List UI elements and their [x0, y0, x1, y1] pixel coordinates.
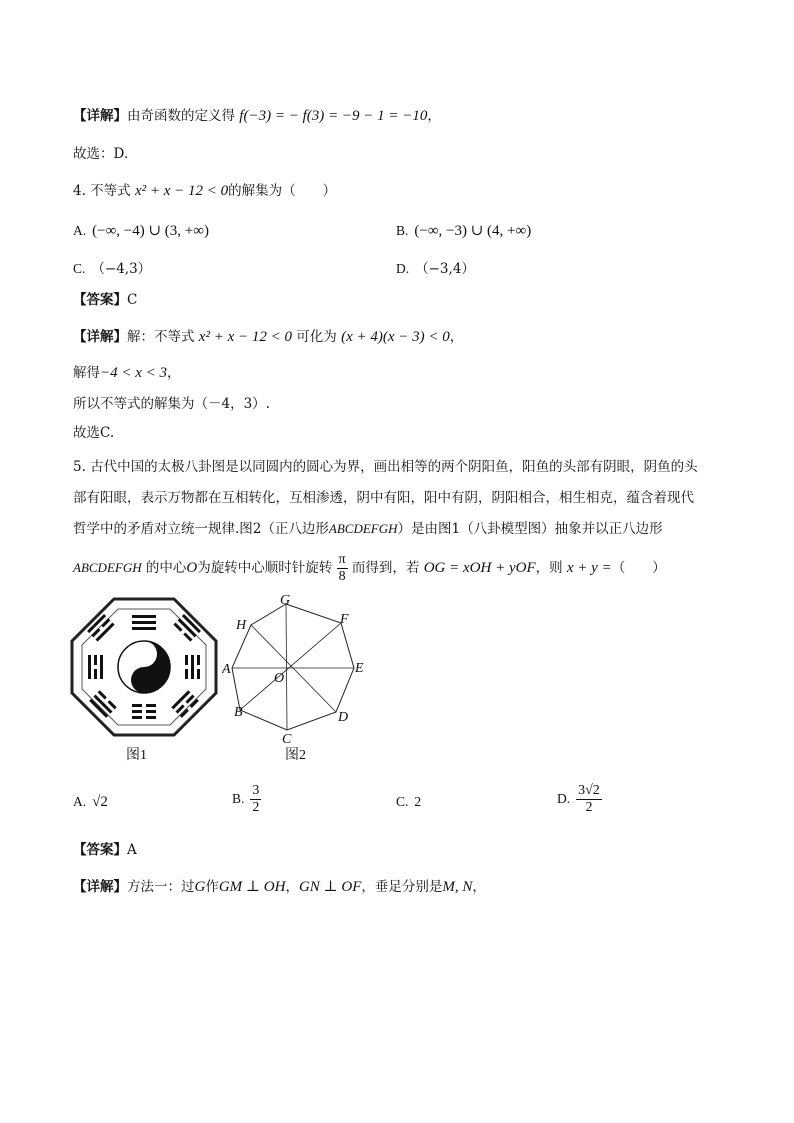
q5-option-b[interactable]: B. $\frac{3}{2}$ — [232, 783, 260, 815]
label-h: H — [236, 618, 247, 633]
answer-5: 【答案】A — [73, 842, 137, 858]
label-c: C — [282, 732, 292, 747]
question-5-line-3: 哲学中的矛盾对立统一规律.图2（正八边形ABCDEFGH）是由图1（八卦模型图）抽象并以正八边形 — [73, 521, 663, 537]
label-d: D — [338, 710, 349, 725]
figure-2-caption: 图2 — [285, 748, 306, 763]
q4-option-a[interactable]: A. (−∞, −4) ∪ (3, +∞) — [73, 223, 209, 239]
solution-line-1: 解得−4 < x < 3， — [73, 365, 181, 381]
question-5-line-1: 5. 古代中国的太极八卦图是以同圆内的圆心为界，画出相等的两个阴阳鱼，阳鱼的头部有阴眼，阴鱼的头 — [73, 459, 698, 475]
label-o: O — [274, 671, 285, 686]
detail-line-1: 【详解】由奇函数的定义得 f(−3) = − f(3) = −9 − 1 = −10， — [73, 108, 441, 124]
label-a: A — [222, 662, 231, 677]
label-b: B — [234, 705, 243, 720]
solution-line-2: 所以不等式的解集为（－4，3）. — [73, 396, 270, 412]
detail-5: 【详解】方法一：过G作GM ⊥ OH，GN ⊥ OF，垂足分别是M, N， — [73, 879, 486, 895]
pi-over-8: $\frac{\pi}{8}$ — [338, 552, 346, 584]
q5-option-c[interactable]: C. 2 — [396, 794, 422, 809]
math-expression: f(−3) = − f(3) = −9 − 1 = −10 — [239, 108, 428, 124]
figure-1-caption: 图1 — [126, 748, 147, 763]
q5-option-a[interactable]: A. √2 — [73, 794, 108, 810]
q4-option-c[interactable]: C. （−4,3） — [73, 261, 152, 277]
detail-4: 【详解】解：不等式 x² + x − 12 < 0 可化为 (x + 4)(x − 3) < 0， — [73, 329, 464, 345]
detail-tag: 【详解】 — [73, 108, 127, 124]
label-f: F — [340, 612, 349, 627]
question-5-line-2: 部有阳眼，表示万物都在互相转化，互相渗透，阴中有阳，阳中有阴，阴阳相合，相生相克，蕴含着现代 — [73, 490, 694, 506]
q5-option-d[interactable]: D. $\frac{3√2}{2}$ — [557, 783, 600, 815]
question-5-line-4: ABCDEFGH 的中心O为旋转中心顺时针旋转 $\frac{\pi}{8}$ 而得到，若 OG = xOH + yOF，则 x + y =（ ） — [73, 552, 666, 584]
choice-line-1: 故选：D. — [73, 146, 129, 162]
label-g: G — [280, 593, 291, 608]
answer-4: 【答案】C — [73, 292, 138, 308]
label-e: E — [355, 661, 364, 676]
octagon-figure — [222, 590, 372, 750]
question-4: 4. 不等式 x² + x − 12 < 0的解集为（ ） — [73, 183, 337, 199]
q4-option-b[interactable]: B. (−∞, −3) ∪ (4, +∞) — [396, 223, 532, 239]
bagua-figure — [70, 597, 218, 737]
solution-line-3: 故选C. — [73, 425, 115, 441]
q4-option-d[interactable]: D. （−3,4） — [396, 261, 475, 277]
